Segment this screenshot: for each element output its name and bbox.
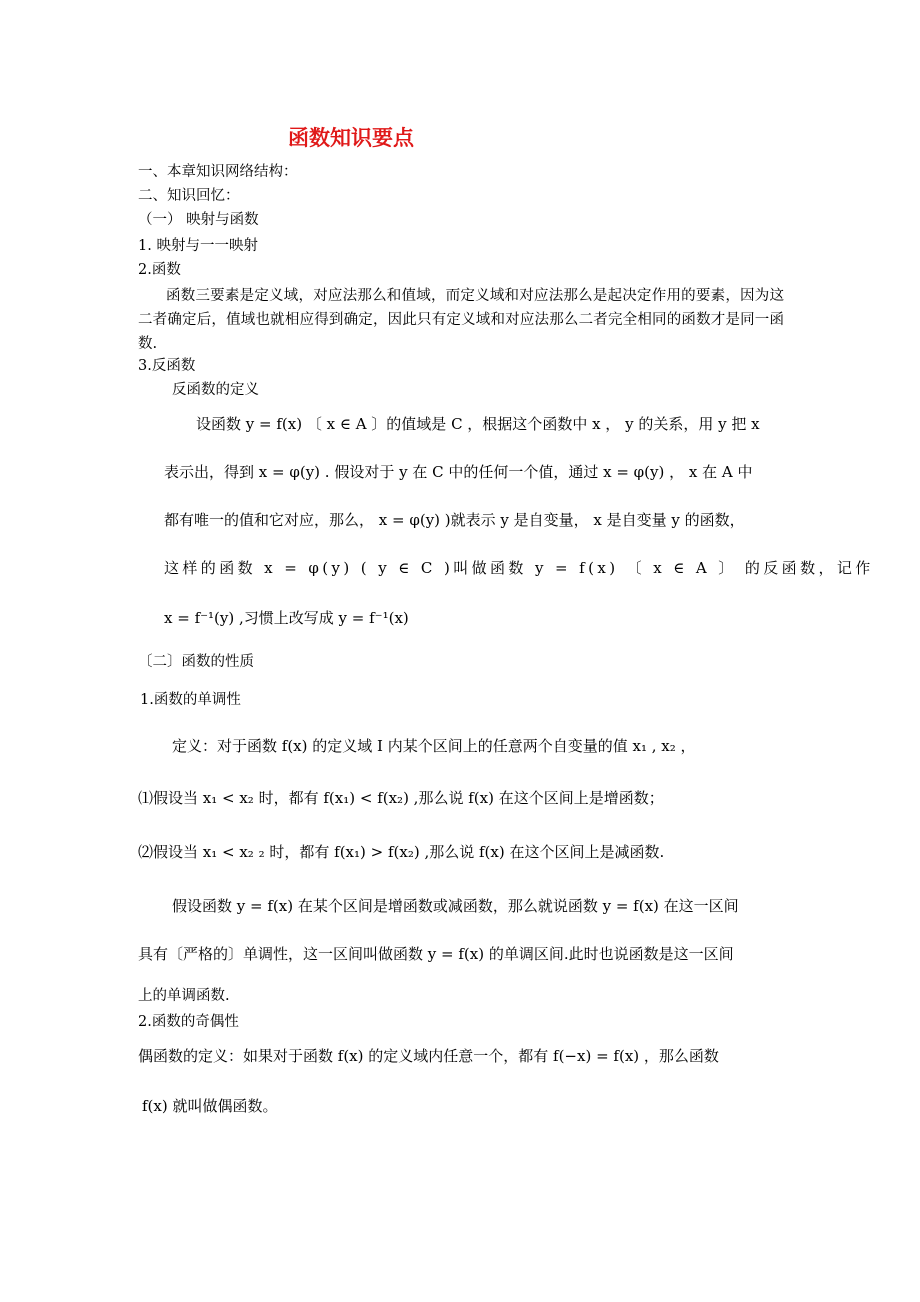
- item-mapping: 1. 映射与一一映射: [138, 238, 258, 254]
- page-title: 函数知识要点: [288, 126, 414, 150]
- inverse-def-line-4: 这样的函数 x = φ(y) ( y ∈ C )叫做函数 y = f(x) 〔 x ∈ A 〕 的反函数，记作: [164, 559, 874, 577]
- heading-mapping: （一） 映射与函数: [138, 212, 259, 228]
- inverse-definition-label: 反函数的定义: [172, 382, 259, 398]
- inverse-def-line-2: 表示出，得到 x = φ(y) . 假设对于 y 在 C 中的任何一个值，通过 x = φ(y) ， x 在 A 中: [164, 463, 753, 481]
- item-function: 2.函数: [138, 262, 181, 278]
- item-parity: 2.函数的奇偶性: [138, 1014, 239, 1030]
- increasing-condition: ⑴假设当 x₁ < x₂ 时，都有 f(x₁) < f(x₂) ,那么说 f(x) 在这个区间上是增函数；: [138, 789, 664, 807]
- even-function-definition: 偶函数的定义：如果对于函数 f(x) 的定义域内任意一个，都有 f(−x) = f(x) ，那么函数: [138, 1047, 719, 1065]
- monotonic-text-line-3: 上的单调函数.: [138, 988, 230, 1004]
- inverse-def-line-3: 都有唯一的值和它对应，那么， x = φ(y) )就表示 y 是自变量， x 是自变量 y 的函数，: [164, 511, 745, 529]
- inverse-def-line-5: x = f⁻¹(y) ,习惯上改写成 y = f⁻¹(x): [164, 609, 409, 627]
- item-inverse-function: 3.反函数: [138, 358, 196, 374]
- monotonic-definition: 定义：对于函数 f(x) 的定义域 I 内某个区间上的任意两个自变量的值 x₁ , x₂ ，: [172, 737, 696, 755]
- decreasing-condition: ⑵假设当 x₁ < x₂ ₂ 时，都有 f(x₁) > f(x₂) ,那么说 f(x) 在这个区间上是减函数.: [138, 843, 665, 861]
- monotonic-text-line-1: 假设函数 y = f(x) 在某个区间是增函数或减函数，那么就说函数 y = f(x) 在这一区间: [172, 897, 739, 915]
- heading-properties: 〔二〕函数的性质: [138, 654, 254, 670]
- even-function-conclusion: f(x) 就叫做偶函数。: [142, 1097, 278, 1115]
- monotonic-text-line-2: 具有〔严格的〕单调性，这一区间叫做函数 y = f(x) 的单调区间.此时也说函数是这一区间: [138, 945, 734, 963]
- inverse-def-line-1: 设函数 y = f(x) 〔 x ∈ A 〕的值域是 C ，根据这个函数中 x ， y 的关系，用 y 把 x: [196, 415, 760, 433]
- item-monotonicity: 1.函数的单调性: [140, 692, 241, 708]
- section-network: 一、本章知识网络结构：: [138, 164, 298, 180]
- section-review: 二、知识回忆：: [138, 188, 240, 204]
- paragraph-function-elements: 函数三要素是定义域，对应法那么和值域，而定义域和对应法那么是起决定作用的要素，因为这二者确定后，值域也就相应得到确定，因此只有定义域和对应法那么二者完全相同的函数才是同一函数.: [138, 288, 784, 352]
